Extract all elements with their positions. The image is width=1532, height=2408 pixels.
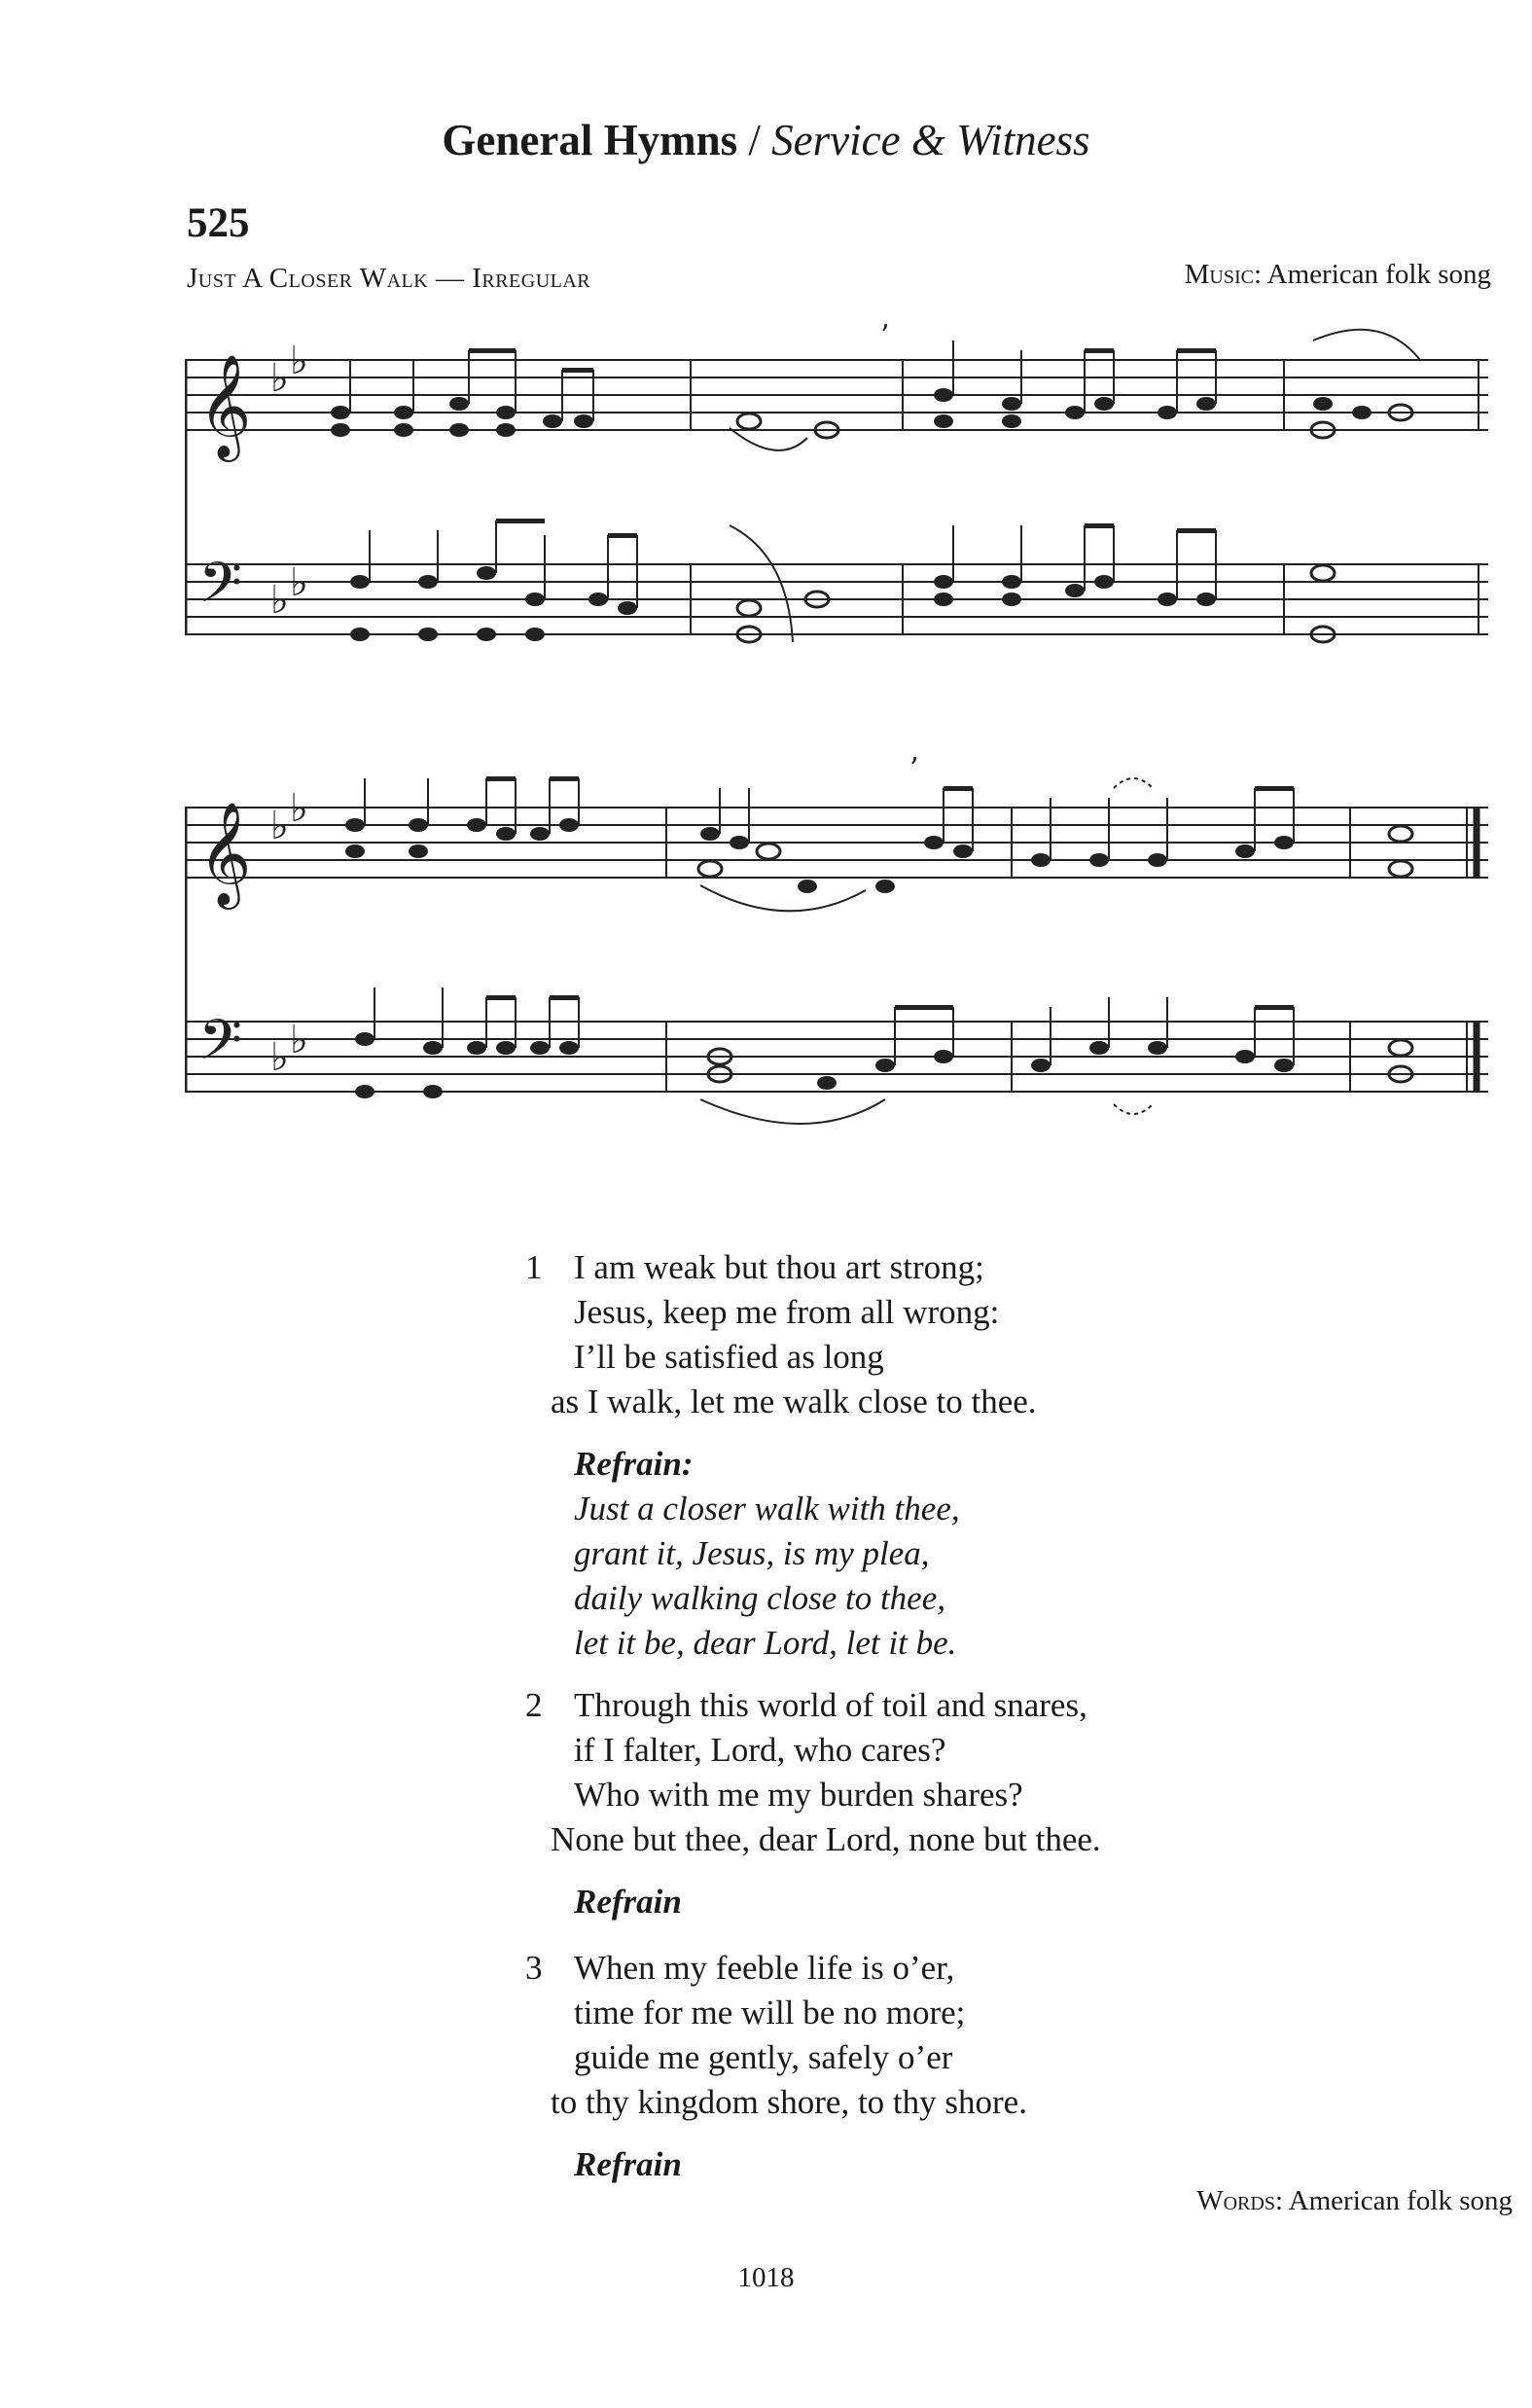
page-header: [0, 116, 1532, 164]
verse-3: [516, 1946, 1391, 2125]
music-credit: [1185, 261, 1491, 289]
svg-text:𝄢: 𝄢: [198, 1007, 243, 1087]
refrain: [516, 1442, 1391, 1666]
svg-text:’: ’: [909, 752, 919, 786]
verse-2: [516, 1683, 1391, 1862]
verse-number: 3: [525, 1949, 543, 1987]
verse-line: I am weak but thou art strong;: [574, 1248, 984, 1286]
svg-text:♭: ♭: [270, 1035, 289, 1080]
refrain-line: daily walking close to thee,: [574, 1579, 945, 1617]
words-source: American folk song: [1283, 2185, 1513, 2216]
lyrics: [516, 1245, 1391, 2209]
svg-text:♭: ♭: [290, 1018, 308, 1062]
hymn-number: 525: [187, 200, 250, 246]
verse-line: I’ll be satisfied as long: [574, 1338, 884, 1376]
svg-text:𝄞: 𝄞: [198, 801, 252, 905]
verse-1: [516, 1245, 1391, 1424]
music-system-2: [185, 749, 1493, 1177]
verse-line: None but thee, dear Lord, none but thee.: [551, 1820, 1101, 1858]
verse-line: as I walk, let me walk close to thee.: [551, 1383, 1037, 1420]
verse-line: When my feeble life is o’er,: [574, 1949, 955, 1987]
page-number: 1018: [737, 2262, 795, 2293]
verse-line: Through this world of toil and snares,: [574, 1686, 1087, 1724]
words-label: Words:: [1196, 2185, 1284, 2216]
verse-line: if I falter, Lord, who cares?: [574, 1731, 946, 1769]
svg-text:♭: ♭: [290, 339, 308, 383]
verse-line: Jesus, keep me from all wrong:: [574, 1293, 1000, 1331]
verse-line: guide me gently, safely o’er: [574, 2038, 953, 2076]
svg-text:♭: ♭: [290, 560, 308, 605]
svg-text:♭: ♭: [270, 356, 289, 401]
words-credit: [1196, 2187, 1513, 2215]
svg-text:♭: ♭: [270, 578, 289, 623]
refrain-label: Refrain:: [574, 1445, 694, 1483]
verse-number: 1: [525, 1248, 543, 1286]
refrain-reference: Refrain: [574, 2145, 682, 2183]
refrain-line: grant it, Jesus, is my plea,: [574, 1534, 930, 1572]
verse-line: to thy kingdom shore, to thy shore.: [551, 2083, 1027, 2121]
refrain-reference: Refrain: [574, 1883, 682, 1921]
music-source: American folk song: [1262, 259, 1491, 290]
verse-number: 2: [525, 1686, 543, 1724]
music-system-1: [185, 321, 1493, 710]
svg-text:𝄞: 𝄞: [198, 353, 252, 457]
section-title: General Hymns: [442, 116, 738, 164]
music-label: Music:: [1184, 259, 1263, 290]
verse-line: Who with me my burden shares?: [574, 1776, 1023, 1814]
refrain-line: Just a closer walk with thee,: [574, 1490, 960, 1527]
tune-name: Just A Closer Walk — Irregular: [187, 263, 591, 294]
svg-text:♭: ♭: [290, 786, 308, 831]
refrain-line: let it be, dear Lord, let it be.: [574, 1624, 957, 1662]
header-separator: /: [737, 116, 772, 164]
svg-text:’: ’: [880, 321, 890, 353]
subsection-title: Service & Witness: [771, 116, 1090, 164]
svg-text:♭: ♭: [270, 804, 289, 848]
svg-text:𝄢: 𝄢: [198, 550, 243, 629]
verse-line: time for me will be no more;: [574, 1994, 966, 2031]
